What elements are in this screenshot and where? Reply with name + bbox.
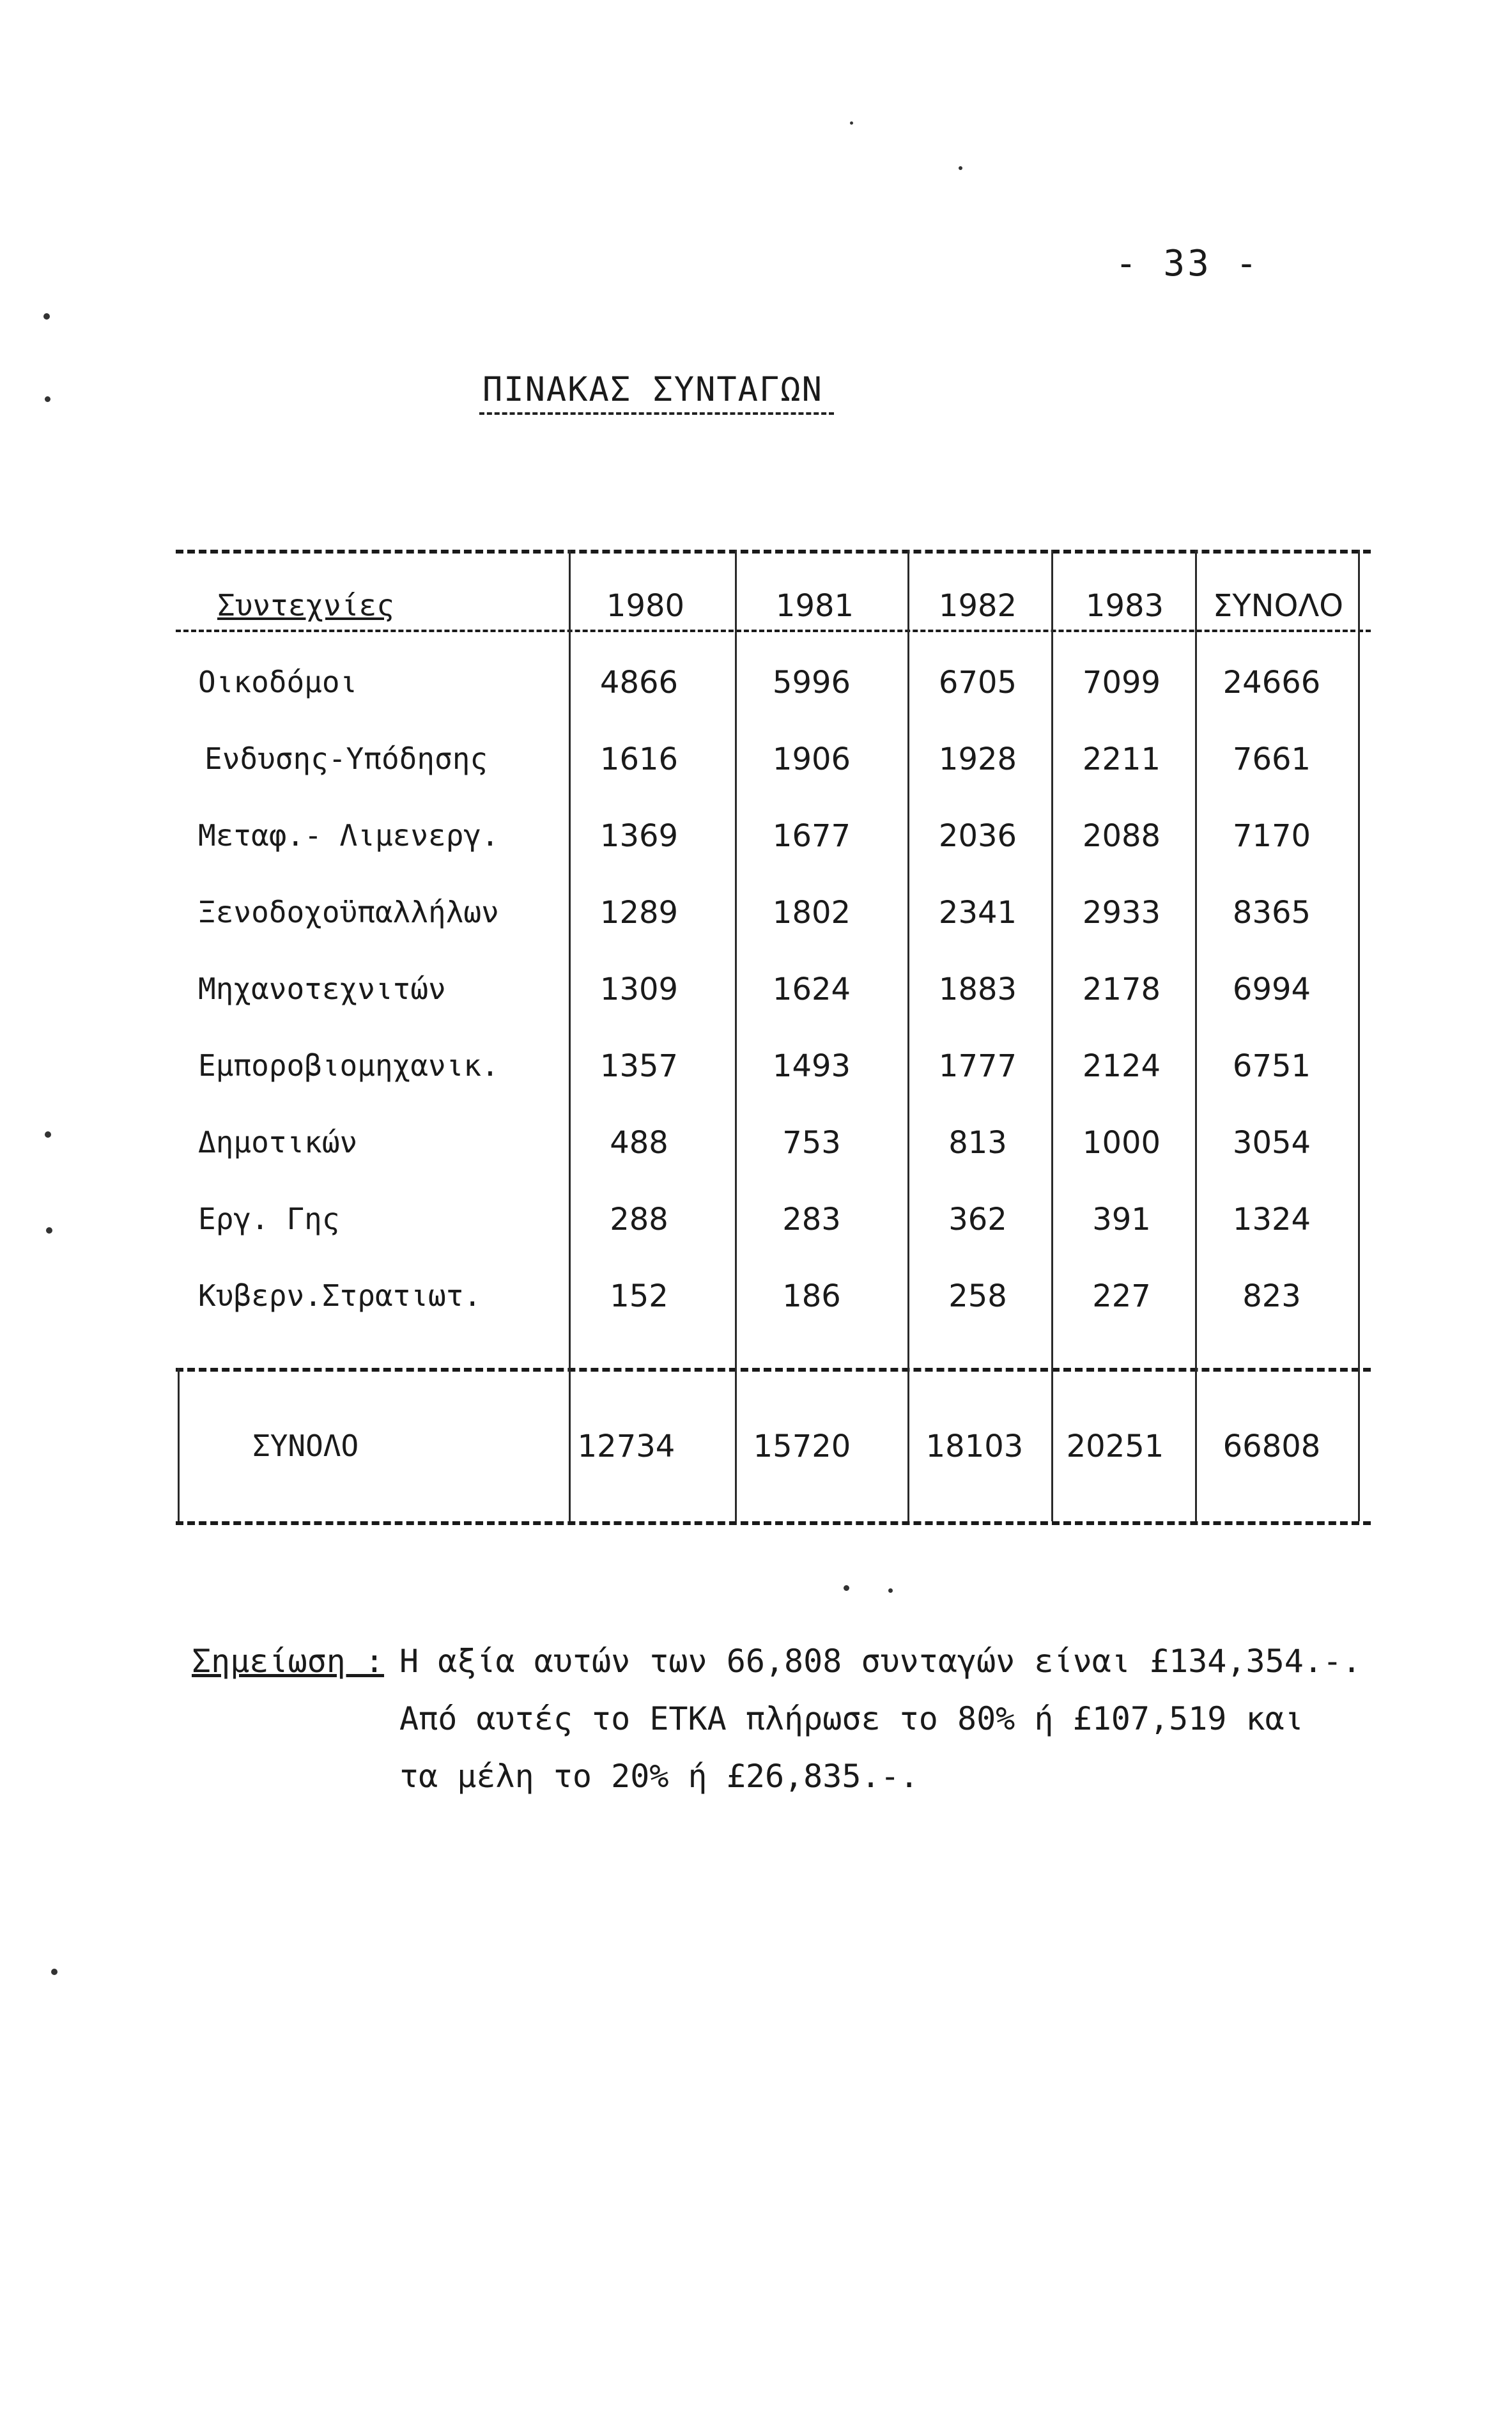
cell-1981: 186 [782, 1278, 841, 1314]
col-divider-2 [735, 550, 737, 1521]
scan-speck [844, 1585, 849, 1591]
cell-1982: 813 [948, 1125, 1007, 1161]
cell-1980: 1369 [599, 818, 679, 854]
col-divider-4 [1051, 550, 1053, 1521]
table-title: ΠΙΝΑΚΑΣ ΣΥΝΤΑΓΩΝ [482, 371, 823, 409]
cell-total: 7661 [1232, 741, 1311, 777]
cell-total: 6751 [1232, 1048, 1311, 1084]
header-rule [176, 630, 1371, 632]
cell-1982: 258 [948, 1278, 1007, 1314]
cell-1981: 753 [782, 1125, 841, 1161]
total-grand: 66808 [1223, 1429, 1321, 1464]
cell-1982: 1777 [938, 1048, 1017, 1084]
scan-speck [850, 121, 853, 125]
row-label: Εργ. Γης [198, 1202, 340, 1236]
table-top-rule [176, 550, 1371, 554]
row-label: Μεταφ.- Λιμενεργ. [198, 818, 499, 853]
cell-1982: 2036 [938, 818, 1017, 854]
cell-1981: 283 [782, 1202, 841, 1237]
cell-1980: 288 [610, 1202, 668, 1237]
cell-1981: 1802 [772, 895, 851, 931]
cell-1980: 1309 [599, 972, 679, 1007]
total-1981: 15720 [753, 1429, 851, 1464]
cell-total: 24666 [1223, 665, 1321, 701]
cell-total: 8365 [1232, 895, 1311, 931]
header-1982: 1982 [938, 588, 1017, 624]
cell-total: 6994 [1232, 972, 1311, 1007]
cell-1981: 1493 [772, 1048, 851, 1084]
cell-1982: 6705 [938, 665, 1017, 701]
header-category: Συντεχνίες [217, 588, 394, 623]
row-label: Μηχανοτεχνιτών [198, 972, 446, 1006]
note-label: Σημείωση : [192, 1643, 385, 1680]
scan-speck [45, 1131, 51, 1138]
title-underline [479, 412, 834, 415]
cell-1980: 152 [610, 1278, 668, 1314]
scan-speck [51, 1969, 58, 1975]
scan-speck [46, 1227, 52, 1234]
row-label: Δημοτικών [198, 1125, 358, 1159]
scan-speck [888, 1588, 893, 1593]
total-top-rule [176, 1368, 1371, 1372]
cell-total: 823 [1242, 1278, 1301, 1314]
cell-1983: 7099 [1082, 665, 1161, 701]
total-1983: 20251 [1066, 1429, 1164, 1464]
header-1980: 1980 [606, 588, 685, 624]
note-line-3: τα μέλη το 20% ή £26,835.-. [399, 1758, 919, 1795]
cell-1981: 1624 [772, 972, 851, 1007]
row-label: Κυβερν.Στρατιωτ. [198, 1278, 482, 1313]
header-total: ΣΥΝΟΛΟ [1213, 588, 1343, 624]
total-1982: 18103 [925, 1429, 1024, 1464]
row-label: Ξενοδοχοϋπαλλήλων [198, 895, 499, 929]
cell-total: 1324 [1232, 1202, 1311, 1237]
cell-1980: 4866 [599, 665, 679, 701]
cell-1981: 1677 [772, 818, 851, 854]
cell-1983: 2088 [1082, 818, 1161, 854]
cell-1983: 227 [1092, 1278, 1151, 1314]
col-divider-5 [1195, 550, 1197, 1521]
cell-1983: 2933 [1082, 895, 1161, 931]
row-label: Ενδυσης-Υπόδησης [204, 741, 488, 776]
cell-total: 7170 [1232, 818, 1311, 854]
total-1980: 12734 [577, 1429, 675, 1464]
cell-1983: 1000 [1082, 1125, 1161, 1161]
row-label: Εμποροβιομηχανικ. [198, 1048, 499, 1083]
cell-1982: 362 [948, 1202, 1007, 1237]
cell-1983: 391 [1092, 1202, 1151, 1237]
cell-total: 3054 [1232, 1125, 1311, 1161]
note-line-2: Από αυτές το ΕΤΚΑ πλήρωσε το 80% ή £107,519 και [399, 1700, 1304, 1737]
cell-1980: 1289 [599, 895, 679, 931]
header-1981: 1981 [775, 588, 854, 624]
cell-1982: 1883 [938, 972, 1017, 1007]
cell-1982: 1928 [938, 741, 1017, 777]
cell-1981: 5996 [772, 665, 851, 701]
cell-1980: 1357 [599, 1048, 679, 1084]
cell-1980: 488 [610, 1125, 668, 1161]
cell-1983: 2178 [1082, 972, 1161, 1007]
col-divider-0 [178, 1368, 180, 1521]
page-number: - 33 - [1115, 243, 1260, 284]
note-line-1: Η αξία αυτών των 66,808 συνταγών είναι £134,354.-. [399, 1643, 1362, 1680]
cell-1980: 1616 [599, 741, 679, 777]
row-label: Οικοδόμοι [198, 665, 358, 699]
scan-speck [45, 396, 50, 402]
total-label: ΣΥΝΟΛΟ [252, 1429, 359, 1463]
table-bottom-rule [176, 1521, 1371, 1525]
col-divider-6 [1358, 550, 1360, 1521]
header-1983: 1983 [1085, 588, 1164, 624]
scan-speck [43, 313, 50, 320]
cell-1982: 2341 [938, 895, 1017, 931]
col-divider-1 [569, 550, 571, 1521]
cell-1983: 2124 [1082, 1048, 1161, 1084]
scan-speck [959, 166, 962, 170]
col-divider-3 [907, 550, 909, 1521]
cell-1981: 1906 [772, 741, 851, 777]
cell-1983: 2211 [1082, 741, 1161, 777]
